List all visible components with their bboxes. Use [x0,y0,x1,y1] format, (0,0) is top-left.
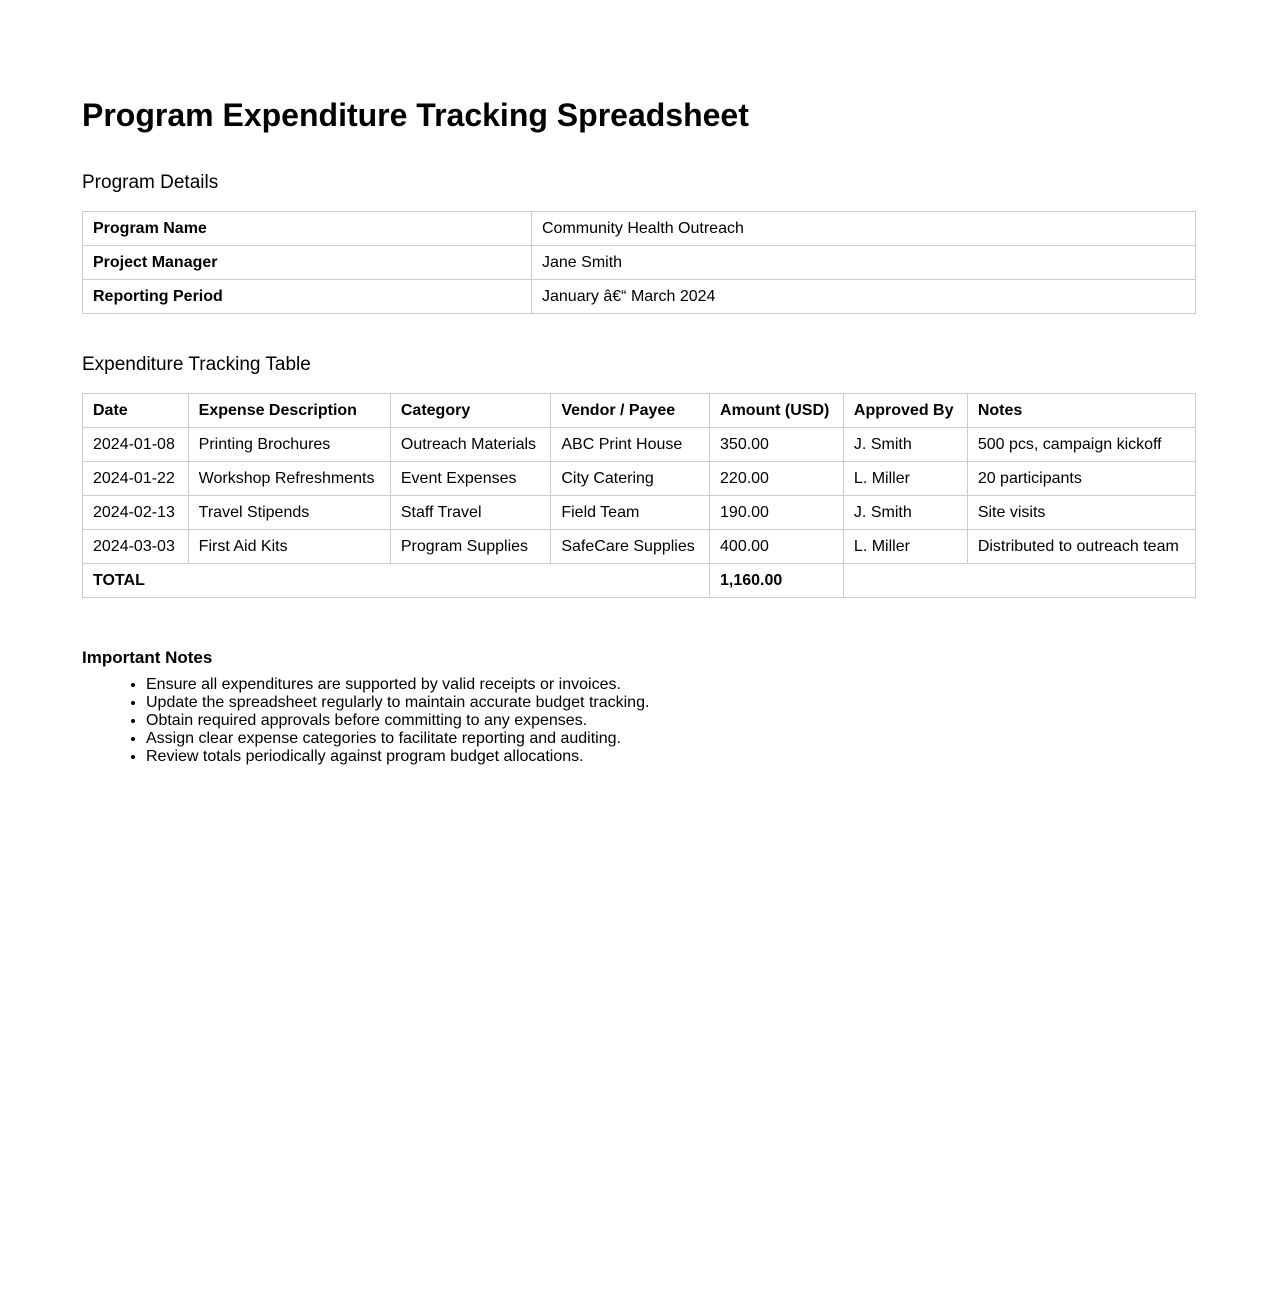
list-item: • Assign clear expense categories to facilitate reporting and auditing. [146,730,649,748]
cell-description: Printing Brochures [188,428,390,462]
column-header-approved-by: Approved By [843,394,967,428]
details-value: Community Health Outreach [532,212,1196,246]
cell-amount: 220.00 [710,462,844,496]
table-row [83,530,1196,564]
list-item: • Review totals periodically against program budget allocations. [146,748,649,766]
details-label: Reporting Period [83,280,532,314]
table-header-row [83,394,1196,428]
cell-category: Outreach Materials [390,428,550,462]
total-empty-cell [843,564,1195,598]
cell-vendor: City Catering [551,462,710,496]
cell-approved-by: J. Smith [843,428,967,462]
table-row [83,496,1196,530]
cell-date: 2024-03-03 [83,530,189,564]
details-label: Program Name [83,212,532,246]
important-notes-list [82,676,649,766]
details-label: Project Manager [83,246,532,280]
cell-approved-by: J. Smith [843,496,967,530]
cell-approved-by: L. Miller [843,530,967,564]
total-row [83,564,1196,598]
table-row [83,462,1196,496]
total-amount: 1,160.00 [710,564,844,598]
cell-notes: 500 pcs, campaign kickoff [967,428,1195,462]
cell-approved-by: L. Miller [843,462,967,496]
list-item: • Update the spreadsheet regularly to maintain accurate budget tracking. [146,694,649,712]
column-header-category: Category [390,394,550,428]
total-label: TOTAL [83,564,710,598]
cell-description: Travel Stipends [188,496,390,530]
cell-vendor: Field Team [551,496,710,530]
column-header-notes: Notes [967,394,1195,428]
cell-date: 2024-02-13 [83,496,189,530]
important-notes-heading: Important Notes [82,648,213,667]
cell-notes: Site visits [967,496,1195,530]
cell-category: Program Supplies [390,530,550,564]
details-row [83,280,1196,314]
details-value: Jane Smith [532,246,1196,280]
column-header-date: Date [83,394,189,428]
cell-category: Staff Travel [390,496,550,530]
expenditure-table [82,393,1196,598]
cell-notes: 20 participants [967,462,1195,496]
list-item: • Ensure all expenditures are supported by valid receipts or invoices. [146,676,649,694]
cell-description: Workshop Refreshments [188,462,390,496]
cell-notes: Distributed to outreach team [967,530,1195,564]
list-item: • Obtain required approvals before committing to any expenses. [146,712,649,730]
cell-description: First Aid Kits [188,530,390,564]
cell-vendor: SafeCare Supplies [551,530,710,564]
details-row [83,212,1196,246]
cell-amount: 190.00 [710,496,844,530]
program-details-table [82,211,1196,314]
column-header-amount: Amount (USD) [710,394,844,428]
cell-amount: 400.00 [710,530,844,564]
details-row [83,246,1196,280]
cell-date: 2024-01-08 [83,428,189,462]
details-value: January â€“ March 2024 [532,280,1196,314]
expenditure-table-heading: Expenditure Tracking Table [82,354,311,375]
cell-date: 2024-01-22 [83,462,189,496]
page-title: Program Expenditure Tracking Spreadsheet [82,97,749,133]
column-header-vendor: Vendor / Payee [551,394,710,428]
table-row [83,428,1196,462]
column-header-description: Expense Description [188,394,390,428]
cell-category: Event Expenses [390,462,550,496]
cell-vendor: ABC Print House [551,428,710,462]
program-details-heading: Program Details [82,172,219,193]
cell-amount: 350.00 [710,428,844,462]
